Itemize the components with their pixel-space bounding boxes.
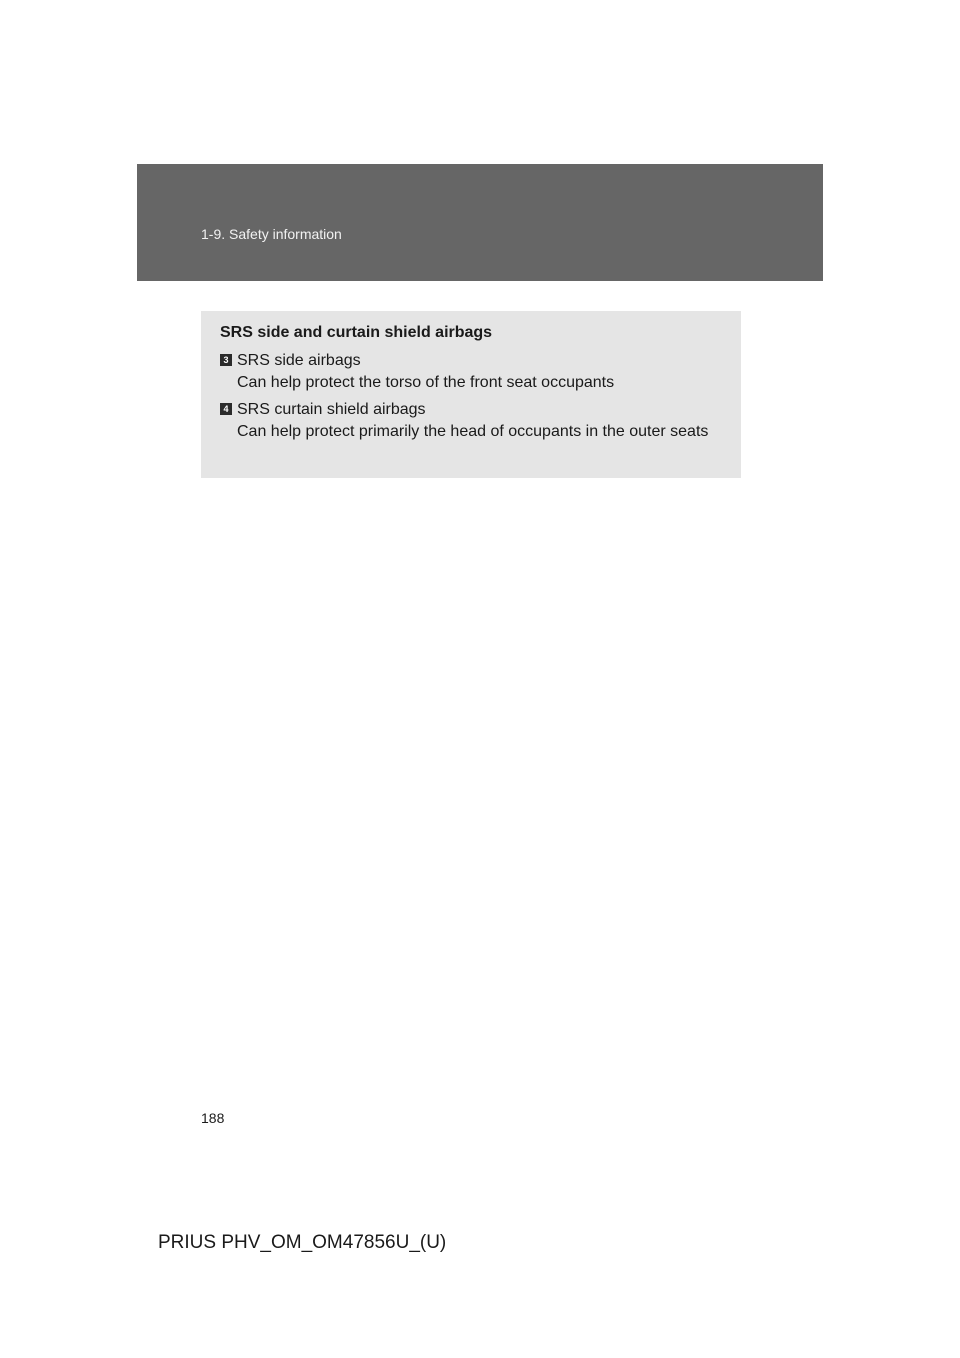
page-number: 188 xyxy=(201,1110,225,1126)
box-heading: SRS side and curtain shield airbags xyxy=(220,324,493,341)
list-item xyxy=(220,350,718,394)
document-id: PRIUS PHV_OM_OM47856U_(U) xyxy=(158,1232,447,1253)
item-description: Can help protect primarily the head of occupants in the outer seats xyxy=(237,423,709,440)
number-4-icon: 4 xyxy=(220,403,232,415)
number-3-icon: 3 xyxy=(220,354,232,366)
item-description: Can help protect the torso of the front seat occupants xyxy=(237,374,615,391)
list-item xyxy=(220,399,718,443)
info-box xyxy=(201,311,741,478)
header-band xyxy=(137,164,823,281)
item-title: SRS side airbags xyxy=(237,352,361,369)
item-title: SRS curtain shield airbags xyxy=(237,401,426,418)
section-label: 1-9. Safety information xyxy=(201,226,342,242)
